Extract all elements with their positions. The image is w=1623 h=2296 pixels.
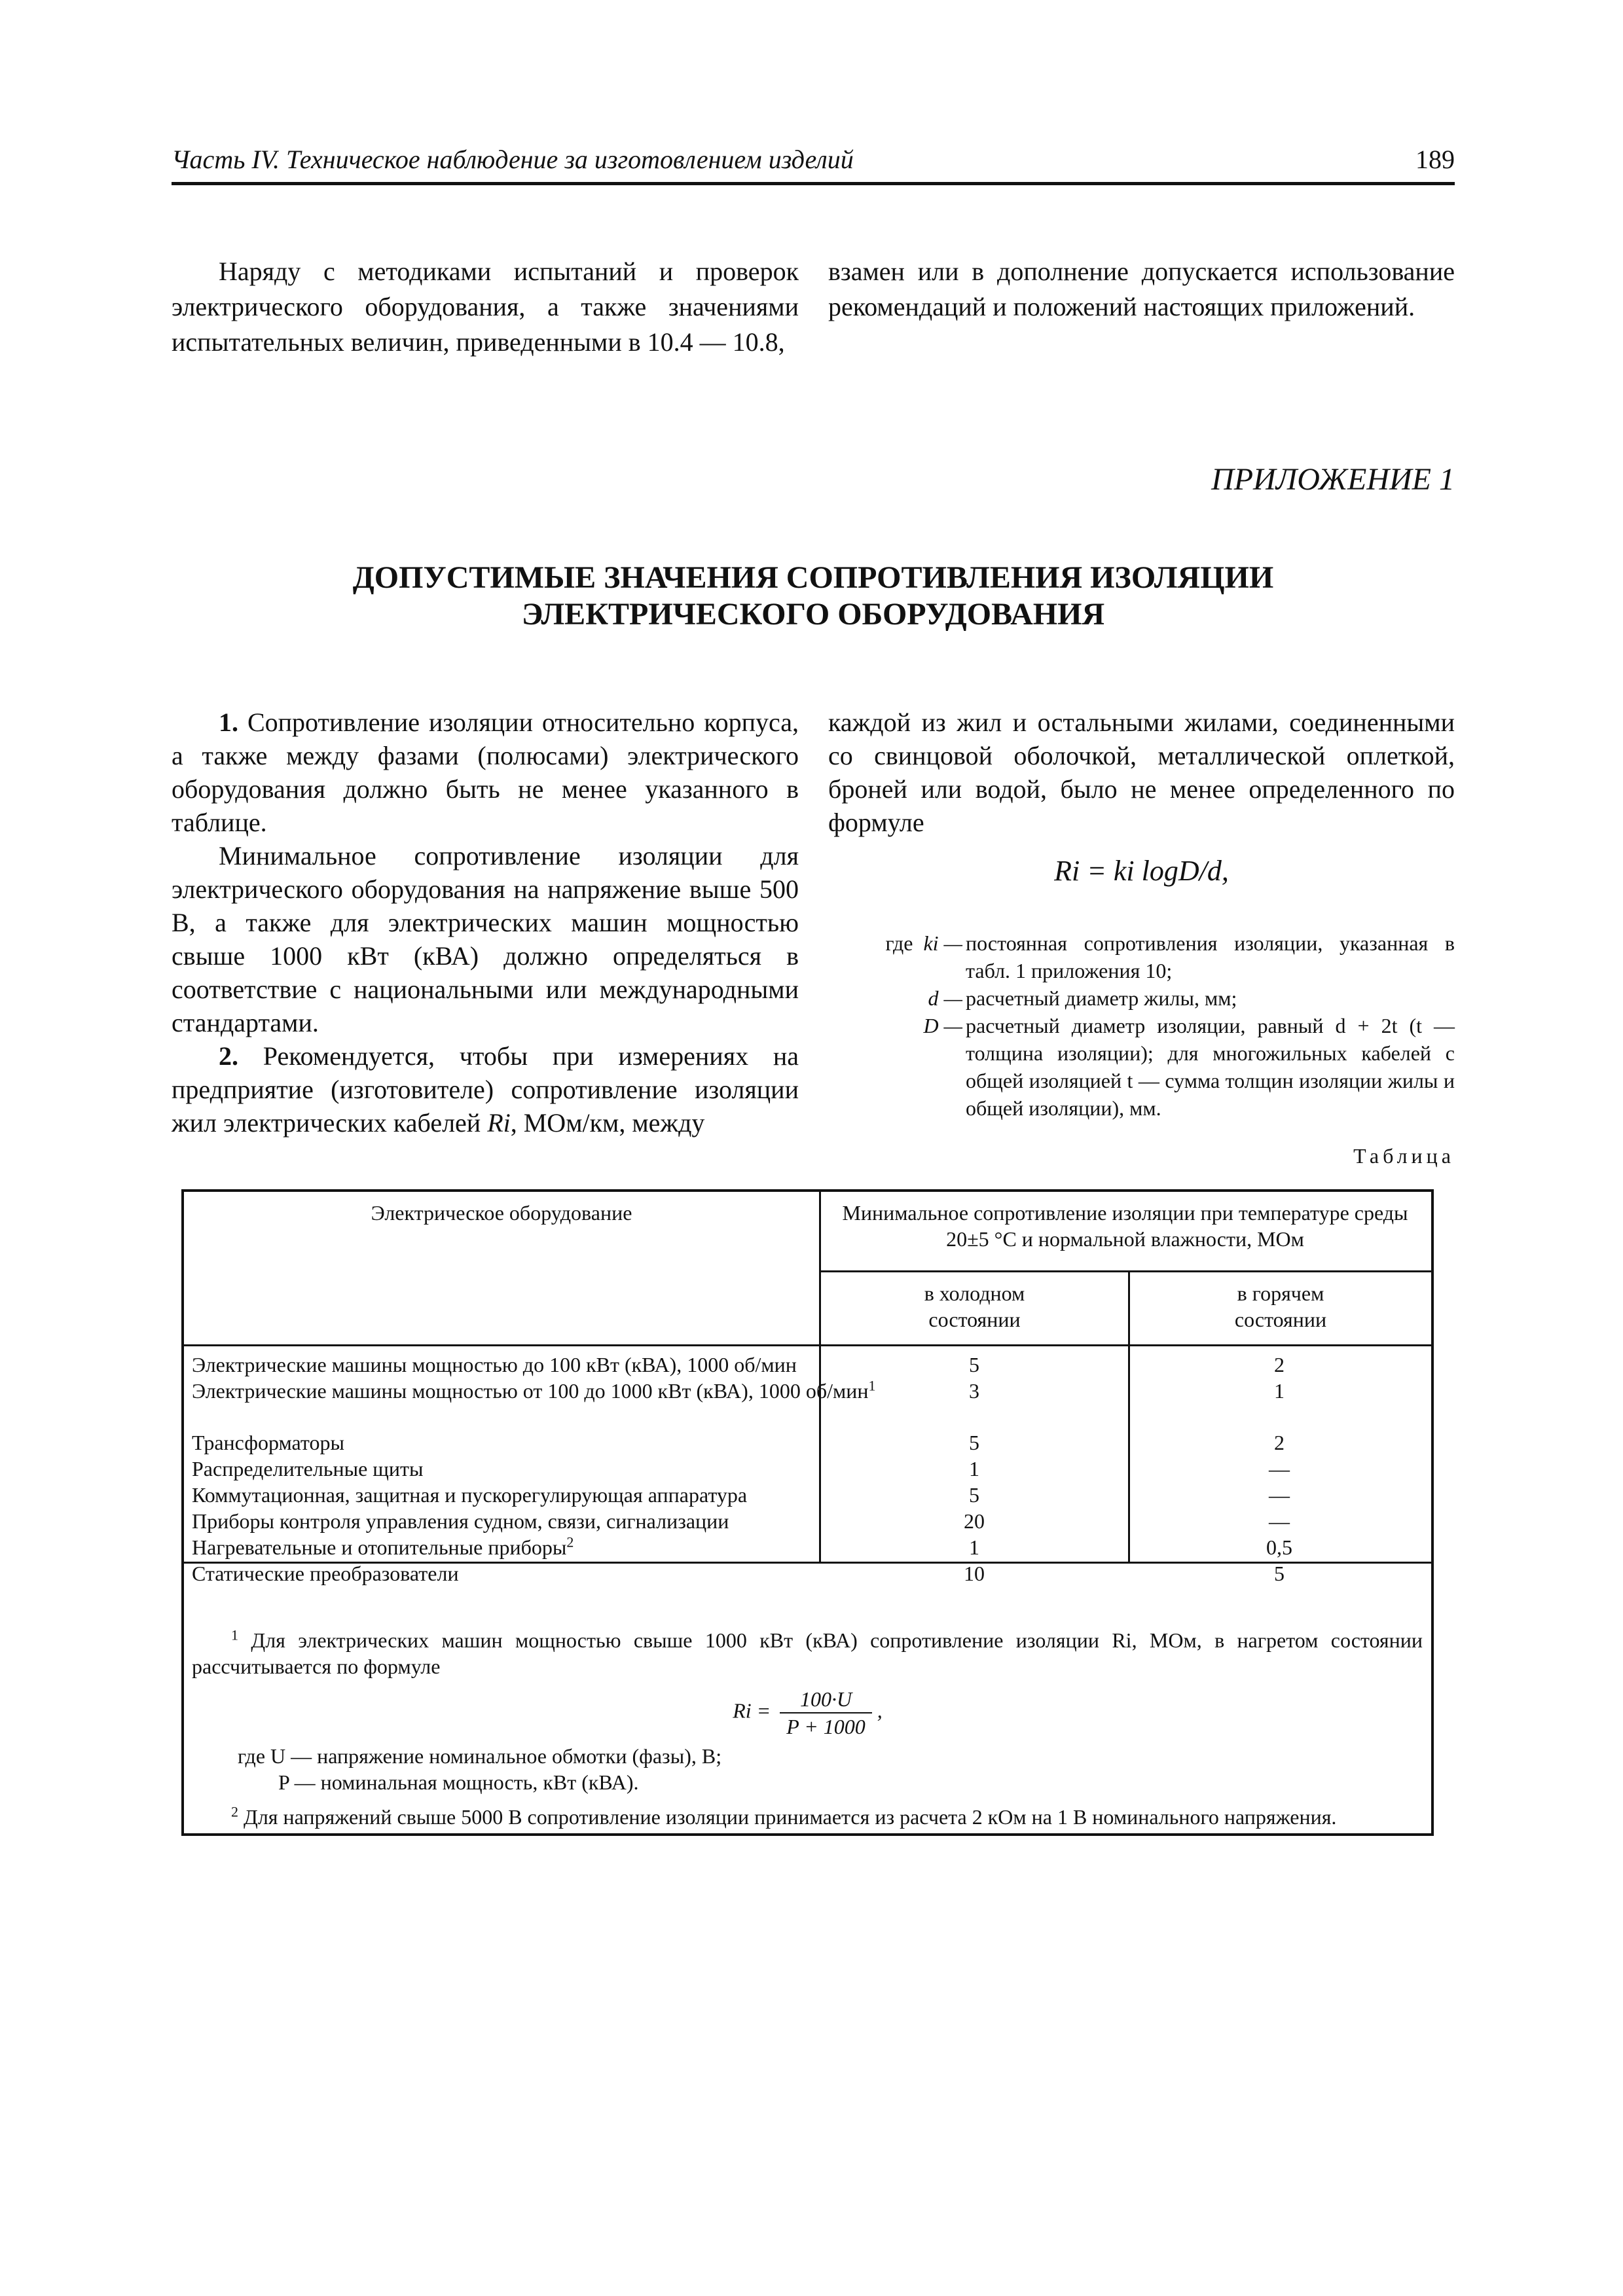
footnote-marker: 2	[566, 1534, 574, 1551]
footnote-marker: 1	[868, 1377, 876, 1394]
note-1-formula-lhs: Ri =	[733, 1698, 771, 1723]
definition-key-ki	[828, 929, 962, 957]
note-1-formula-numerator: 100·U	[780, 1686, 872, 1713]
table-note-1	[192, 1627, 1423, 1679]
note-2-text: Для напряжений свыше 5000 В сопротивление изоляции принимается из расчета 2 кОм на 1 В номинального напряжения.	[244, 1805, 1337, 1829]
table-note-1-formula	[184, 1686, 1431, 1740]
table-row-label	[192, 1378, 984, 1404]
table-cell-cold: 10	[964, 1562, 985, 1585]
table-cell-hot: 1	[1274, 1379, 1285, 1403]
paragraph-3-end: , МОм/км, между	[510, 1108, 705, 1138]
resistance-table	[181, 1189, 1434, 1836]
paragraph-1	[172, 706, 799, 839]
table-cell-cold: 1	[969, 1457, 979, 1480]
header-hot-line-1: в горячем	[1237, 1282, 1324, 1305]
definition-d	[828, 984, 1455, 1012]
paragraph-3-variable: Ri	[487, 1108, 511, 1138]
table-cell-hot: —	[1269, 1457, 1290, 1480]
header-cold	[821, 1280, 1128, 1333]
header-cold-line-1: в холодном	[924, 1282, 1025, 1305]
where-word: где	[885, 931, 913, 955]
header-equipment: Электрическое оборудование	[371, 1201, 632, 1225]
table-cell-hot: 5	[1274, 1562, 1285, 1585]
paragraph-2: Минимальное сопротивление изоляции для электрического оборудования на напряжение выше 500 В, а также для электрических машин мощностью свыше 1000 кВт (кВА) должно определяться в соответствие с национальными или международными стандартами.	[172, 841, 799, 1037]
intro-left-text: Наряду с методиками испытаний и проверок электрического оборудования, а также значениями испытательных величин, приведенными в 10.4 — 10.8,	[172, 257, 799, 357]
definition-key-D-text: D —	[923, 1014, 962, 1037]
header-hot	[1130, 1280, 1431, 1333]
table-row-label: Коммутационная, защитная и пускорегулирующая аппаратура	[192, 1483, 748, 1507]
table-row-label: Распределительные щиты	[192, 1457, 424, 1480]
definition-key-D	[828, 1012, 962, 1039]
section-title-line-1: ДОПУСТИМЫЕ ЗНАЧЕНИЯ СОПРОТИВЛЕНИЯ ИЗОЛЯЦИИ	[352, 560, 1274, 595]
definition-D-text: расчетный диаметр изоляции, равный d + 2t (t — толщина изоляции); для многожильных кабелей с общей изоляцией t — сумма толщин изоляции жилы и общей изоляции), мм.	[966, 1014, 1455, 1120]
note-1-marker: 1	[231, 1626, 238, 1643]
body-left-column	[172, 706, 799, 1139]
table-row-label: Трансформаторы	[192, 1431, 344, 1454]
table-row-label	[192, 1534, 984, 1560]
table-cell-hot: —	[1269, 1509, 1290, 1533]
paragraph-1-text: Сопротивление изоляции относительно корпуса, а также между фазами (полюсами) электрического оборудования должно быть не менее указанного в таблице.	[172, 708, 799, 837]
running-title: Часть IV. Техническое наблюдение за изготовлением изделий	[172, 145, 854, 174]
definition-d-text: расчетный диаметр жилы, мм;	[966, 986, 1237, 1010]
definition-ki-text: постоянная сопротивления изоляции, указанная в табл. 1 приложения 10;	[966, 931, 1455, 982]
table-row-label-text: Электрические машины мощностью от 100 до 1000 кВт (кВА), 1000 об/мин	[192, 1379, 869, 1403]
table-caption: Таблица	[1353, 1144, 1455, 1168]
table-note-1-where-p: P — номинальная мощность, кВт (кВА).	[278, 1770, 639, 1794]
table-cell-cold: 3	[969, 1379, 979, 1403]
header-min-resistance: Минимальное сопротивление изоляции при температуре среды 20±5 °С и нормальной влажности, МОм	[842, 1201, 1408, 1251]
table-hline-subheader	[819, 1270, 1431, 1272]
paragraph-3	[172, 1039, 799, 1139]
body-right-column	[828, 706, 1455, 839]
table-cell-cold: 5	[969, 1353, 979, 1376]
table-cell-hot: —	[1269, 1483, 1290, 1507]
table-row-label: Статические преобразователи	[192, 1562, 459, 1585]
table-cell-hot: 0,5	[1266, 1535, 1292, 1559]
table-cell-cold: 20	[964, 1509, 985, 1533]
definition-key-d	[828, 984, 962, 1012]
running-head	[172, 143, 1455, 185]
note-1-formula-denominator: P + 1000	[786, 1715, 866, 1738]
header-hot-line-2: состоянии	[1234, 1308, 1327, 1331]
definition-ki	[828, 929, 1455, 984]
paragraph-1-number: 1.	[219, 708, 238, 737]
definition-D	[828, 1012, 1455, 1122]
page-number: 189	[1415, 145, 1455, 174]
note-2-marker: 2	[231, 1803, 238, 1820]
table-cell-cold: 1	[969, 1535, 979, 1559]
table-note-1-where-u: где U — напряжение номинальное обмотки (фазы), В;	[238, 1744, 722, 1768]
note-1-formula-fraction	[780, 1686, 872, 1740]
table-row-label-text: Нагревательные и отопительные приборы	[192, 1535, 567, 1559]
intro-paragraph-left	[172, 254, 799, 360]
definition-key-d-text: d —	[928, 986, 962, 1010]
intro-paragraph-right: взамен или в дополнение допускается использование рекомендаций и положений настоящих приложений.	[828, 257, 1455, 321]
header-cold-line-2: состоянии	[928, 1308, 1021, 1331]
table-cell-cold: 5	[969, 1483, 979, 1507]
formula-definitions	[828, 929, 1455, 1122]
table-note-2	[192, 1804, 1423, 1830]
section-title-line-2: ЭЛЕКТРИЧЕСКОГО ОБОРУДОВАНИЯ	[521, 597, 1105, 632]
table-cell-hot: 2	[1274, 1353, 1285, 1376]
table-hline-header	[184, 1344, 1431, 1346]
appendix-label: ПРИЛОЖЕНИЕ 1	[1211, 462, 1455, 497]
table-row-label: Приборы контроля управления судном, связи, сигнализации	[192, 1509, 729, 1533]
note-1-text: Для электрических машин мощностью свыше 1000 кВт (кВА) сопротивление изоляции Ri, МОм, в нагретом состоянии рассчитывается по формуле	[192, 1628, 1423, 1678]
section-title	[172, 560, 1455, 633]
formula-ri: Ri = ki logD/d,	[1054, 855, 1229, 887]
paragraph-3-number: 2.	[219, 1041, 238, 1071]
table-cell-cold: 5	[969, 1431, 979, 1454]
note-1-formula-tail: ,	[877, 1698, 883, 1723]
table-cell-hot: 2	[1274, 1431, 1285, 1454]
definition-key-ki-text: ki —	[923, 931, 962, 955]
paragraph-3-continued: каждой из жил и остальными жилами, соединенными со свинцовой оболочкой, металлической оплеткой, броней или водой, было не менее определенного по формуле	[828, 708, 1455, 837]
table-row-label: Электрические машины мощностью до 100 кВт (кВА), 1000 об/мин	[192, 1353, 797, 1376]
paragraph-3-text: Рекомендуется, чтобы при измерениях на предприятие (изготовителе) сопротивление изоляции жил электрических кабелей	[172, 1041, 799, 1138]
